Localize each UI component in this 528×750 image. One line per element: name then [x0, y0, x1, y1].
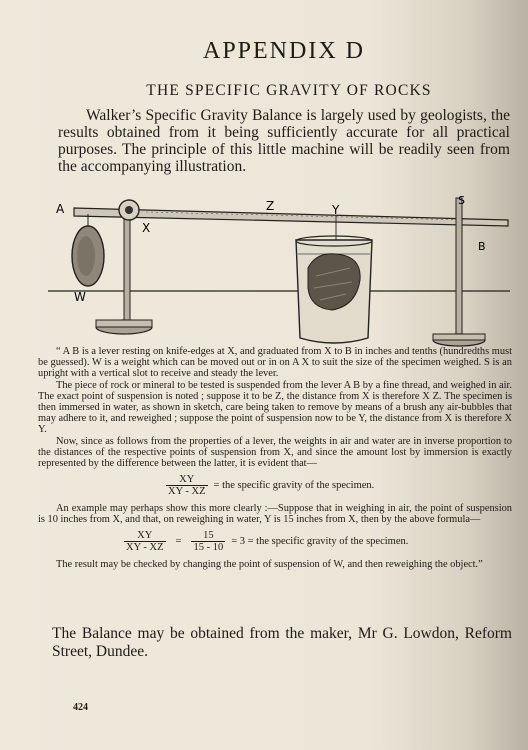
formula-example [118, 530, 512, 553]
page-number: 424 [73, 702, 88, 713]
appendix-heading: APPENDIX D [202, 38, 365, 64]
formula2-denominator-2: 15 - 10 [193, 542, 224, 553]
label-w: W [74, 290, 86, 304]
quote-paragraph-1: “ A B is a lever resting on knife-edges at X, and graduated from X to B in inches and tenths (hundredths must be guessed). W is a weight which can be moved out or in on A X to suit the size of the specimen weighed. S is an upright with a vertical slot to receive and steady the lever. [38, 346, 512, 379]
intro-paragraph [58, 107, 510, 175]
formula1-numerator: XY [179, 474, 195, 485]
formula2-numerator-2: 15 [203, 530, 214, 541]
formula2-numerator-1: XY [137, 530, 153, 541]
quote-paragraph-3: Now, since as follows from the properties of a lever, the weights in air and water are in inverse proportion to the distances of the respective points of suspension from X, and since the amount lost by immersion is exactly represented by the difference between the latter, it is evident that— [38, 436, 512, 469]
formula2-denominator-1: XY - XZ [126, 542, 164, 553]
label-a: A [56, 202, 65, 216]
formula1-denominator: XY - XZ [168, 486, 206, 497]
quote-paragraph-5: The result may be checked by changing the point of suspension of W, and then reweighing the object.” [56, 559, 483, 570]
formula-specific-gravity [160, 474, 512, 497]
balance-illustration [46, 188, 516, 360]
formula2-equals: = [175, 536, 182, 547]
label-b: B [478, 240, 486, 253]
pivot-upright [124, 216, 130, 320]
label-z: Z [266, 199, 275, 213]
label-y: Y [332, 203, 340, 217]
quote-paragraph-2: The piece of rock or mineral to be tested is suspended from the lever A B by a fine thread, and weighed in air. The exact point of suspension is noted ; suppose it to be Z, the distance from X is therefore X Z. The specimen is then immersed in water, as shown in sketch, care being taken to remove by means of a brush any air-bubbles that may adhere to it, and reweighed ; suppose the point of suspension now to be Y, the distance from X is therefore X Y. [38, 380, 512, 435]
closing-paragraph [52, 625, 512, 661]
formula1-text: = the specific gravity of the specimen. [213, 480, 375, 491]
closing-text: The Balance may be obtained from the maker, Mr G. Lowdon, Reform Street, Dundee. [52, 625, 512, 660]
label-s: S [458, 194, 465, 207]
quote-paragraph-4: An example may perhaps show this more clearly :—Suppose that in weighing in air, the point of suspension is 10 inches from X, and that, on reweighing in water, Y is 15 inches from X, then by the above formula— [38, 503, 512, 525]
quoted-description [38, 346, 512, 571]
formula2-text: = 3 = the specific gravity of the specimen. [231, 536, 409, 547]
intro-text: Walker’s Specific Gravity Balance is largely used by geologists, the results obtained from it being sufficiently accurate for all practical purposes. The principle of this little machine will be readily seen from the accompanying illustration. [58, 107, 510, 175]
label-x: X [142, 221, 151, 235]
section-title: THE SPECIFIC GRAVITY OF ROCKS [146, 82, 432, 99]
slotted-upright [456, 198, 462, 334]
